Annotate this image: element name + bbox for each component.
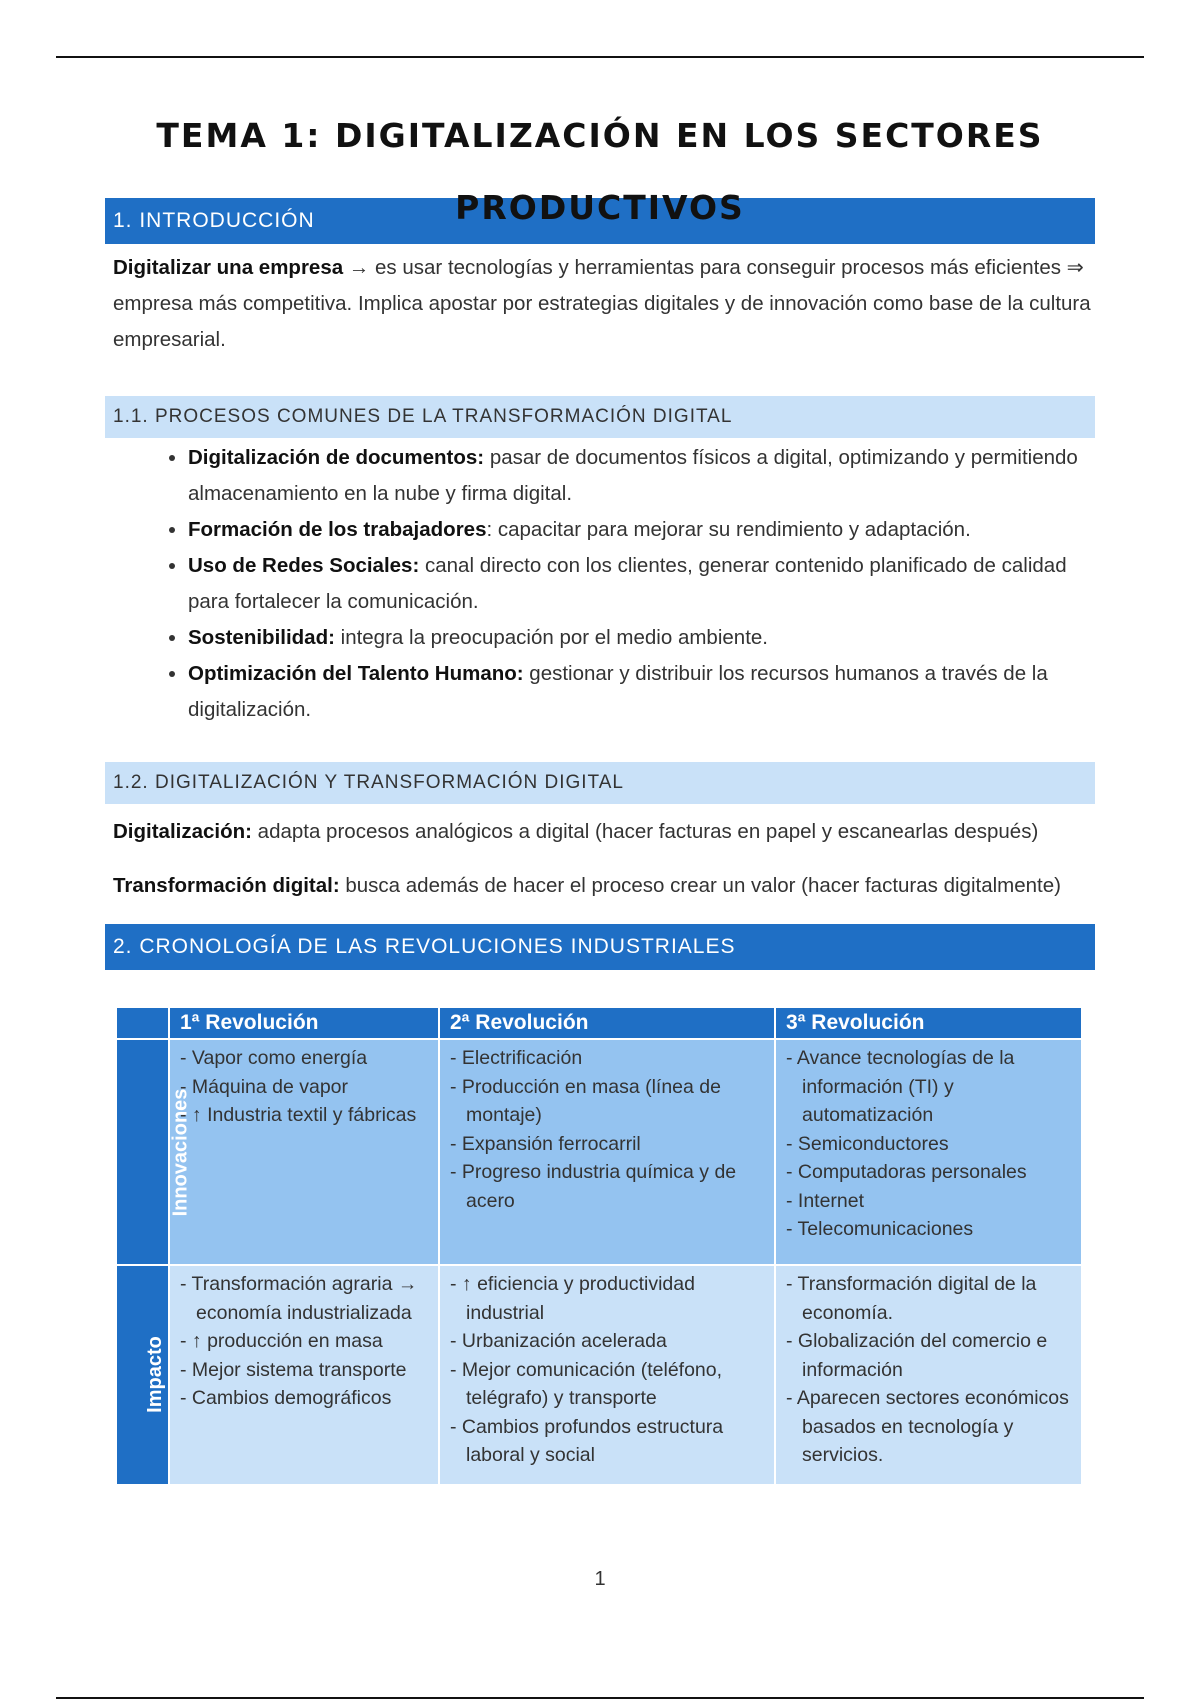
list-item-term: Sostenibilidad: xyxy=(188,626,335,649)
list-item-text: canal directo con los clientes, generar contenido planificado de calidad para fortalecer la comunicación. xyxy=(188,554,1067,613)
section-heading-introduccion: 1. INTRODUCCIÓN xyxy=(105,198,1095,244)
table-corner xyxy=(117,1008,169,1039)
cell-item: - Máquina de vapor xyxy=(180,1075,349,1098)
cell-item: - Aparecen sectores económicos basados en tecnología y servicios. xyxy=(786,1387,1069,1466)
revolutions-table-wrap xyxy=(117,1008,1081,1484)
cell-item: - Globalización del comercio e información xyxy=(786,1330,1048,1381)
column-header: 1ª Revolución xyxy=(169,1008,439,1039)
table-cell xyxy=(439,1039,775,1265)
revolutions-table xyxy=(117,1008,1081,1484)
table-row xyxy=(117,1039,1081,1265)
list-item-term: Digitalización de documentos: xyxy=(188,446,485,469)
page-title: TEMA 1: DIGITALIZACIÓN EN LOS SECTORES PRODUCTIVOS xyxy=(156,116,1044,227)
list-item xyxy=(188,440,1095,512)
transformacion-text: busca además de hacer el proceso crear un valor (hacer facturas digitalmente) xyxy=(339,874,1061,897)
list-item xyxy=(188,512,1095,548)
table-cell xyxy=(439,1265,775,1484)
intro-text: → es usar tecnologías y herramientas para conseguir procesos más eficientes ⇒ empresa más competitiva. Implica apostar por estrategias digitales y de innovación como base de la cultura empresarial. xyxy=(113,256,1091,351)
table-cell xyxy=(169,1039,439,1265)
cell-item: - Internet xyxy=(786,1189,865,1212)
list-item-text: : capacitar para mejorar su rendimiento y adaptación. xyxy=(486,518,971,541)
section-heading-digitalizacion: 1.2. DIGITALIZACIÓN Y TRANSFORMACIÓN DIGITAL xyxy=(105,762,1095,804)
transformacion-term: Transformación digital: xyxy=(113,874,340,897)
cell-item: - ↑ producción en masa xyxy=(180,1330,383,1352)
column-header: 2ª Revolución xyxy=(439,1008,775,1039)
cell-item: - ↑ eficiencia y productividad industrial xyxy=(450,1273,695,1324)
table-header-row xyxy=(117,1008,1081,1039)
digitalizacion-paragraph xyxy=(113,814,1095,850)
column-header: 3ª Revolución xyxy=(775,1008,1081,1039)
cell-item: - Cambios demográficos xyxy=(180,1387,392,1409)
cell-item: - Producción en masa (línea de montaje) xyxy=(450,1075,721,1126)
cell-item: - Computadoras personales xyxy=(786,1161,1027,1183)
cell-item: - Telecomunicaciones xyxy=(786,1218,974,1240)
transformacion-paragraph xyxy=(113,868,1095,904)
intro-term: Digitalizar una empresa xyxy=(113,256,344,279)
table-cell xyxy=(775,1265,1081,1484)
cell-item: - Mejor sistema transporte xyxy=(180,1358,407,1381)
list-item-term: Optimización del Talento Humano: xyxy=(188,662,524,685)
row-label-innovaciones xyxy=(117,1039,192,1265)
row-label-impacto xyxy=(117,1265,169,1484)
page-number: 1 xyxy=(594,1568,606,1590)
cell-item: - Vapor como energía xyxy=(180,1047,368,1069)
process-list xyxy=(105,440,1095,728)
cell-item: - Cambios profundos estructura laboral y social xyxy=(450,1415,724,1466)
list-item xyxy=(188,620,1095,656)
cell-item: - Transformación digital de la economía. xyxy=(786,1273,1037,1324)
list-item-term: Uso de Redes Sociales: xyxy=(188,554,420,577)
list-item-text: gestionar y distribuir los recursos humanos a través de la digitalización. xyxy=(188,662,1048,721)
top-rule xyxy=(56,56,1144,58)
list-item xyxy=(188,548,1095,620)
cell-item: - Semiconductores xyxy=(786,1132,949,1155)
section-heading-cronologia: 2. CRONOLOGÍA DE LAS REVOLUCIONES INDUSTRIALES xyxy=(105,924,1095,970)
list-item-term: Formación de los trabajadores xyxy=(188,518,487,541)
list-item-text: pasar de documentos físicos a digital, optimizando y permitiendo almacenamiento en la nube y firma digital. xyxy=(188,446,1078,505)
table-cell xyxy=(169,1265,439,1484)
list-item xyxy=(188,656,1095,728)
page-content xyxy=(105,100,1095,1484)
digitalizacion-text: adapta procesos analógicos a digital (hacer facturas en papel y escanearlas después) xyxy=(251,820,1039,843)
cell-item: - Urbanización acelerada xyxy=(450,1330,667,1352)
cell-item: - Avance tecnologías de la información (TI) y automatización xyxy=(786,1047,1015,1126)
cell-item: - Mejor comunicación (teléfono, telégrafo) y transporte xyxy=(450,1358,723,1409)
row-label-text: Innovaciones xyxy=(169,1088,192,1216)
list-item-text: integra la preocupación por el medio ambiente. xyxy=(334,626,768,649)
table-row xyxy=(117,1265,1081,1484)
bottom-rule xyxy=(56,1697,1144,1699)
intro-paragraph xyxy=(113,250,1095,358)
row-label-text: Impacto xyxy=(143,1336,166,1414)
cell-item: - Progreso industria química y de acero xyxy=(450,1161,737,1212)
table-cell xyxy=(775,1039,1081,1265)
digitalizacion-term: Digitalización: xyxy=(113,820,252,843)
cell-item: - Electrificación xyxy=(450,1047,583,1069)
cell-item: - ↑ Industria textil y fábricas xyxy=(180,1104,417,1126)
cell-item: - Transformación agraria → economía industrializada xyxy=(180,1273,418,1324)
cell-item: - Expansión ferrocarril xyxy=(450,1132,641,1155)
section-heading-procesos: 1.1. PROCESOS COMUNES DE LA TRANSFORMACIÓN DIGITAL xyxy=(105,396,1095,438)
